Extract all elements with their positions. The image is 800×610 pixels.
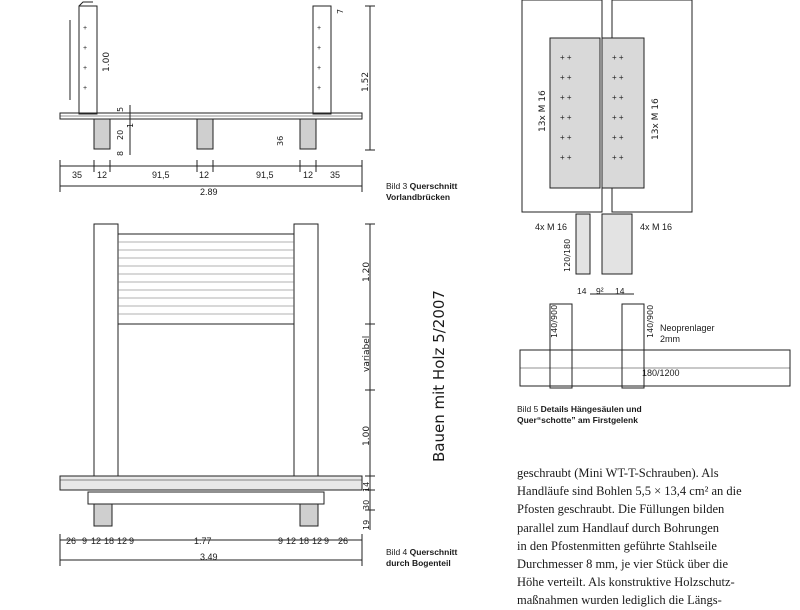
fig3-dim-3: 91,5 <box>152 170 170 180</box>
fig4-caption <box>386 547 457 569</box>
fig5-top-dim-2: 9² <box>596 286 604 296</box>
fig5-bolt-left: 13x M 16 <box>538 90 548 132</box>
fig5-bolt-small-right: 4x M 16 <box>640 222 673 232</box>
fig5-bolt-small-left: 4x M 16 <box>535 222 568 232</box>
fig4-dimR-2: 12 <box>286 536 297 546</box>
body-line: Handläufe sind Bohlen 5,5 × 13,4 cm² an die <box>517 484 742 499</box>
fig3-dim-6: 12 <box>303 170 314 180</box>
svg-text:+: + <box>317 25 322 32</box>
fig5-caption <box>517 404 642 426</box>
body-line: Durchmesser 8 mm, je vier Stück über die <box>517 557 729 572</box>
fig3-dim-8: 8 <box>116 150 125 156</box>
fig4-caption-title: Querschnitt <box>409 547 458 557</box>
side-title: Bauen mit Holz 5/2007 <box>430 290 448 462</box>
fig4-dim-total: 3.49 <box>200 552 218 562</box>
svg-text:+ +: + + <box>560 153 572 162</box>
fig3-caption <box>386 181 457 203</box>
svg-text:+ +: + + <box>612 133 624 142</box>
figure-5-drawing <box>510 0 800 400</box>
fig4-dim-mid: 1.77 <box>194 536 212 546</box>
svg-text:+ +: + + <box>560 53 572 62</box>
svg-text:+ +: + + <box>612 93 624 102</box>
fig3-dim-36: 36 <box>276 135 285 146</box>
fig5-beam: 180/1200 <box>642 368 680 378</box>
svg-text:+: + <box>83 65 88 72</box>
fig4-caption-num: Bild 4 <box>386 547 408 557</box>
fig5-neopren-label: Neoprenlager <box>660 323 715 333</box>
body-line: parallel zum Handlauf durch Bohrungen <box>517 520 720 535</box>
svg-text:+ +: + + <box>612 73 624 82</box>
fig3-caption-line2: Vorlandbrücken <box>386 192 451 202</box>
fig4-dimR-6: 26 <box>338 536 349 546</box>
fig4-dim-14: 14 <box>362 481 371 492</box>
svg-text:+: + <box>83 25 88 32</box>
svg-text:+: + <box>83 85 88 92</box>
svg-text:+ +: + + <box>612 153 624 162</box>
fig4-dimL-2: 9 <box>82 536 88 546</box>
fig5-post-left: 140/900 <box>550 304 559 338</box>
fig4-dimL-6: 9 <box>129 536 135 546</box>
fig5-top-dim-3: 14 <box>615 286 625 296</box>
fig4-dimL-1: 26 <box>66 536 77 546</box>
svg-text:+: + <box>83 45 88 52</box>
fig3-dim-height-right: 1.52 <box>361 71 371 92</box>
fig5-caption-num: Bild 5 <box>517 404 539 414</box>
fig4-dim-19: 19 <box>362 519 371 530</box>
fig3-dim-7: 7 <box>336 8 345 14</box>
fig3-dim-5: 91,5 <box>256 170 274 180</box>
fig4-dimL-3: 12 <box>91 536 102 546</box>
fig5-top-dim-1: 14 <box>577 286 587 296</box>
fig3-dim-1: 1 <box>126 122 135 128</box>
svg-text:+: + <box>317 45 322 52</box>
fig3-caption-num: Bild 3 <box>386 181 408 191</box>
fig5-post-right: 140/900 <box>646 304 655 338</box>
fig3-dim-5: 5 <box>116 106 125 112</box>
svg-text:+ +: + + <box>612 53 624 62</box>
fig4-caption-line2: durch Bogenteil <box>386 558 451 568</box>
fig5-section-a: 120/180 <box>563 238 572 272</box>
svg-text:+: + <box>317 65 322 72</box>
fig3-dim-2: 12 <box>97 170 108 180</box>
svg-text:+ +: + + <box>560 133 572 142</box>
body-line: geschraubt (Mini WT-T-Schrauben). Als <box>517 466 719 480</box>
fig5-caption-line1: Details Hängesäulen und <box>540 404 642 414</box>
fig4-dim-variabel: variabel <box>362 335 372 372</box>
svg-text:+ +: + + <box>560 73 572 82</box>
fig3-dim-20: 20 <box>116 129 125 140</box>
fig3-dim-total: 2.89 <box>200 187 218 197</box>
fig4-dims-right <box>276 536 366 548</box>
fig3-dim-height-left: 1.00 <box>102 51 112 72</box>
fig3-dim-4: 12 <box>199 170 210 180</box>
body-line: Höhe verteilt. Als konstruktive Holzschutz- <box>517 575 735 590</box>
svg-text:+: + <box>317 85 322 92</box>
body-line: Pfosten geschraubt. Die Füllungen bilden <box>517 502 725 517</box>
fig4-dim-120: 1.20 <box>362 261 372 282</box>
svg-text:+ +: + + <box>560 93 572 102</box>
fig3-dim-7: 35 <box>330 170 341 180</box>
body-line: maßnahmen wurden lediglich die Längs- <box>517 593 722 608</box>
fig3-dim-1: 35 <box>72 170 83 180</box>
fig3-caption-title: Querschnitt <box>409 181 458 191</box>
fig5-caption-line2: Quer“schotte” am Firstgelenk <box>517 415 638 425</box>
svg-text:+ +: + + <box>560 113 572 122</box>
fig3-dims-top <box>60 170 362 182</box>
fig4-dim-100: 1.00 <box>362 425 372 446</box>
fig4-dim-30: 30 <box>362 499 371 510</box>
body-line: in den Pfostenmitten geführte Stahlseile <box>517 538 717 553</box>
fig4-dimR-4: 12 <box>312 536 323 546</box>
fig5-neopren-value: 2mm <box>660 334 680 344</box>
fig4-dimL-4: 18 <box>104 536 115 546</box>
body-text <box>517 464 747 610</box>
fig4-dimR-5: 9 <box>324 536 330 546</box>
fig4-dimL-5: 12 <box>117 536 128 546</box>
figure-4-drawing <box>0 210 400 570</box>
svg-text:+ +: + + <box>612 113 624 122</box>
fig4-dimR-3: 18 <box>299 536 310 546</box>
fig4-dimR-1: 9 <box>278 536 284 546</box>
fig5-bolt-right: 13x M 16 <box>651 98 661 140</box>
fig4-dims-left <box>60 536 180 548</box>
